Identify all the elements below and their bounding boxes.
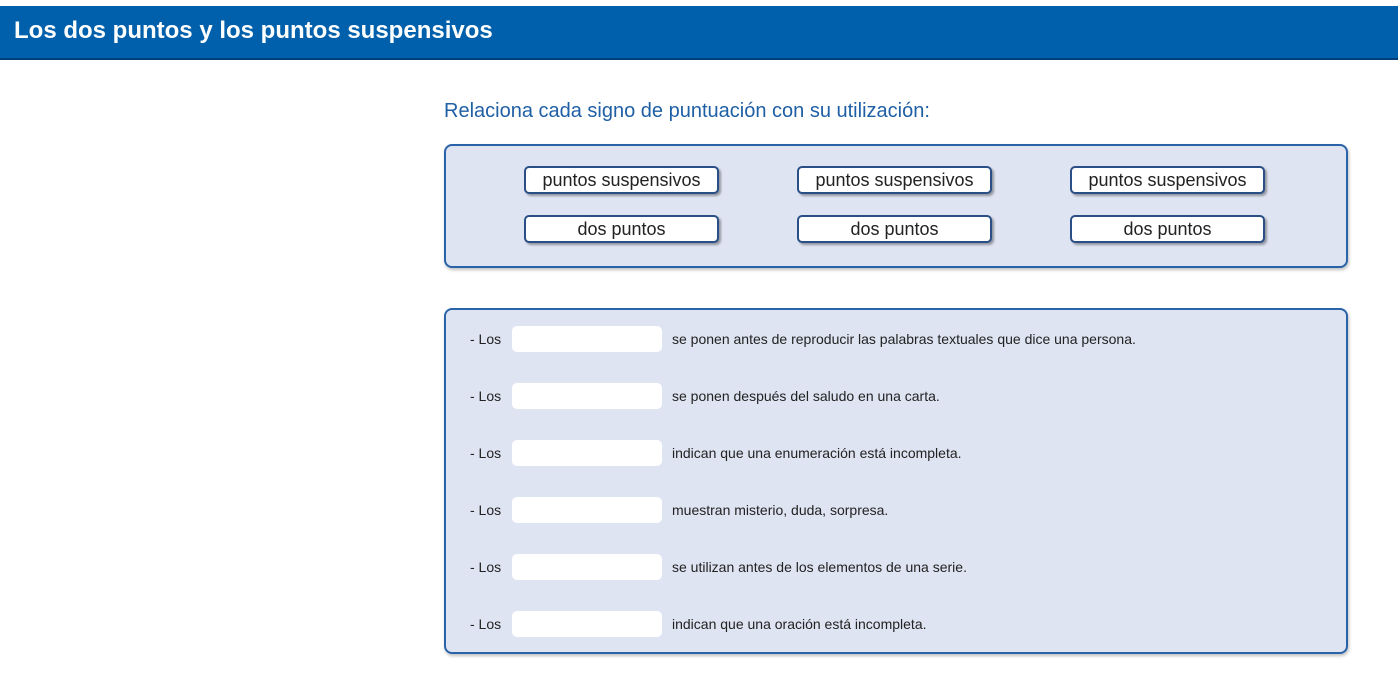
sentence-row — [470, 554, 1330, 580]
option-chip[interactable]: puntos suspensivos — [797, 166, 992, 194]
answer-drop-slot[interactable] — [512, 554, 662, 580]
sentences-panel — [444, 308, 1348, 654]
answer-drop-slot[interactable] — [512, 440, 662, 466]
sentence-text: indican que una enumeración está incompleta. — [672, 445, 962, 461]
sentence-prefix: - Los — [470, 616, 502, 632]
sentence-prefix: - Los — [470, 331, 502, 347]
instruction-text: Relaciona cada signo de puntuación con su utilización: — [444, 100, 930, 122]
sentence-prefix: - Los — [470, 388, 502, 404]
page-title: Los dos puntos y los puntos suspensivos — [14, 17, 493, 44]
answer-drop-slot[interactable] — [512, 383, 662, 409]
option-chip[interactable]: puntos suspensivos — [1070, 166, 1265, 194]
sentence-row — [470, 611, 1330, 637]
sentence-row — [470, 326, 1330, 352]
option-chip[interactable]: dos puntos — [1070, 215, 1265, 243]
answer-drop-slot[interactable] — [512, 326, 662, 352]
sentence-row — [470, 440, 1330, 466]
sentence-prefix: - Los — [470, 502, 502, 518]
sentence-text: se ponen antes de reproducir las palabras textuales que dice una persona. — [672, 331, 1136, 347]
option-chip[interactable]: dos puntos — [797, 215, 992, 243]
sentence-text: se ponen después del saludo en una carta. — [672, 388, 940, 404]
sentence-row — [470, 497, 1330, 523]
sentence-row — [470, 383, 1330, 409]
sentence-prefix: - Los — [470, 559, 502, 575]
option-chip[interactable]: puntos suspensivos — [524, 166, 719, 194]
sentence-text: muestran misterio, duda, sorpresa. — [672, 502, 889, 518]
options-panel — [444, 144, 1348, 268]
header-bar — [0, 6, 1398, 60]
answer-drop-slot[interactable] — [512, 497, 662, 523]
option-chip[interactable]: dos puntos — [524, 215, 719, 243]
sentence-prefix: - Los — [470, 445, 502, 461]
sentence-text: se utilizan antes de los elementos de una serie. — [672, 559, 967, 575]
answer-drop-slot[interactable] — [512, 611, 662, 637]
sentence-text: indican que una oración está incompleta. — [672, 616, 927, 632]
